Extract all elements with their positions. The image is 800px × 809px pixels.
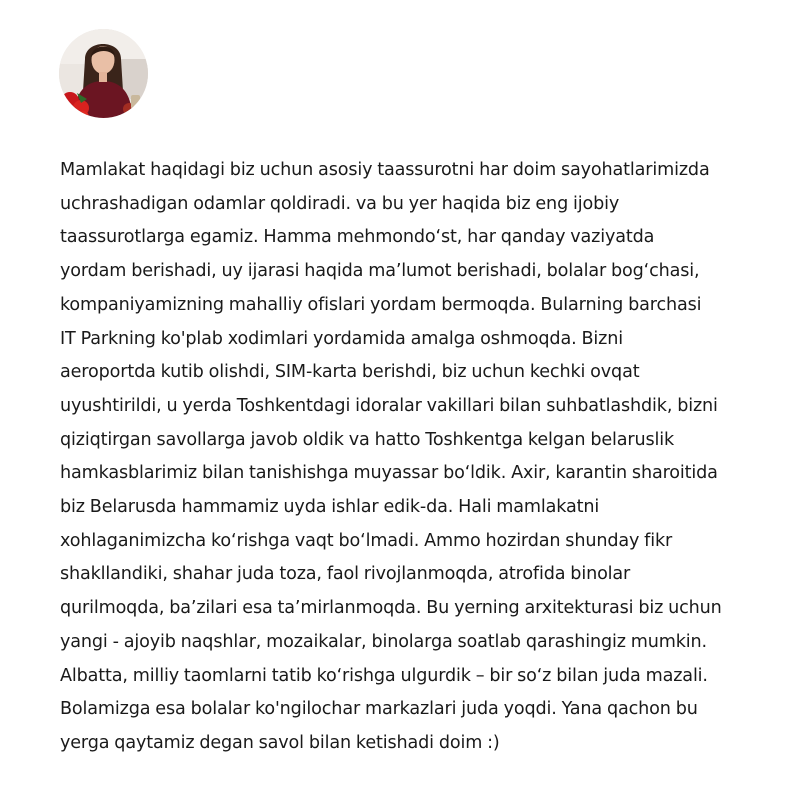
avatar-photo	[59, 29, 148, 118]
text-line: xohlaganimizcha ko‘rishga vaqt bo‘lmadi. Ammo hozirdan shunday fikr	[60, 530, 673, 551]
text-line: yordam berishadi, uy ijarasi haqida ma’lumot berishadi, bolalar bog‘chasi,	[60, 261, 700, 282]
text-line: Albatta, milliy taomlarni tatib ko‘rishga ulgurdik – bir so‘z bilan juda mazali.	[60, 665, 708, 686]
testimonial-text	[60, 154, 766, 761]
text-line: aeroportda kutib olishdi, SIM-karta berishdi, biz uchun kechki ovqat	[60, 362, 640, 383]
text-line: Mamlakat haqidagi biz uchun asosiy taassurotni har doim sayohatlarimizda	[60, 160, 710, 180]
text-line: qiziqtirgan savollarga javob oldik va hatto Toshkentga kelgan belaruslik	[60, 429, 675, 450]
text-line: biz Belarusda hammamiz uyda ishlar edik-da. Hali mamlakatni	[60, 497, 600, 518]
text-line: yerga qaytamiz degan savol bilan ketishadi doim :)	[60, 732, 500, 753]
text-line: kompaniyamizning mahalliy ofislari yordam bermoqda. Bularning barchasi	[60, 294, 702, 315]
text-line: uchrashadigan odamlar qoldiradi. va bu yer haqida biz eng ijobiy	[60, 193, 620, 214]
text-line: Bolamizga esa bolalar ko'ngilochar markazlari juda yoqdi. Yana qachon bu	[60, 699, 698, 720]
text-line: taassurotlarga egamiz. Hamma mehmondo‘st, har qanday vaziyatda	[60, 227, 655, 248]
text-line: shakllandiki, shahar juda toza, faol rivojlanmoqda, atrofida binolar	[60, 564, 631, 585]
text-line: hamkasblarimiz bilan tanishishga muyassar bo‘ldik. Axir, karantin sharoitida	[60, 463, 718, 484]
text-line: qurilmoqda, ba’zilari esa ta’mirlanmoqda. Bu yerning arxitekturasi biz uchun	[60, 598, 722, 619]
text-line: yangi - ajoyib naqshlar, mozaikalar, binolarga soatlab qarashingiz mumkin.	[60, 631, 707, 652]
avatar	[59, 29, 148, 118]
text-line: uyushtirildi, u yerda Toshkentdagi idoralar vakillari bilan suhbatlashdik, bizni	[60, 395, 718, 416]
text-line: IT Parkning ko'plab xodimlari yordamida amalga oshmoqda. Bizni	[60, 328, 623, 349]
